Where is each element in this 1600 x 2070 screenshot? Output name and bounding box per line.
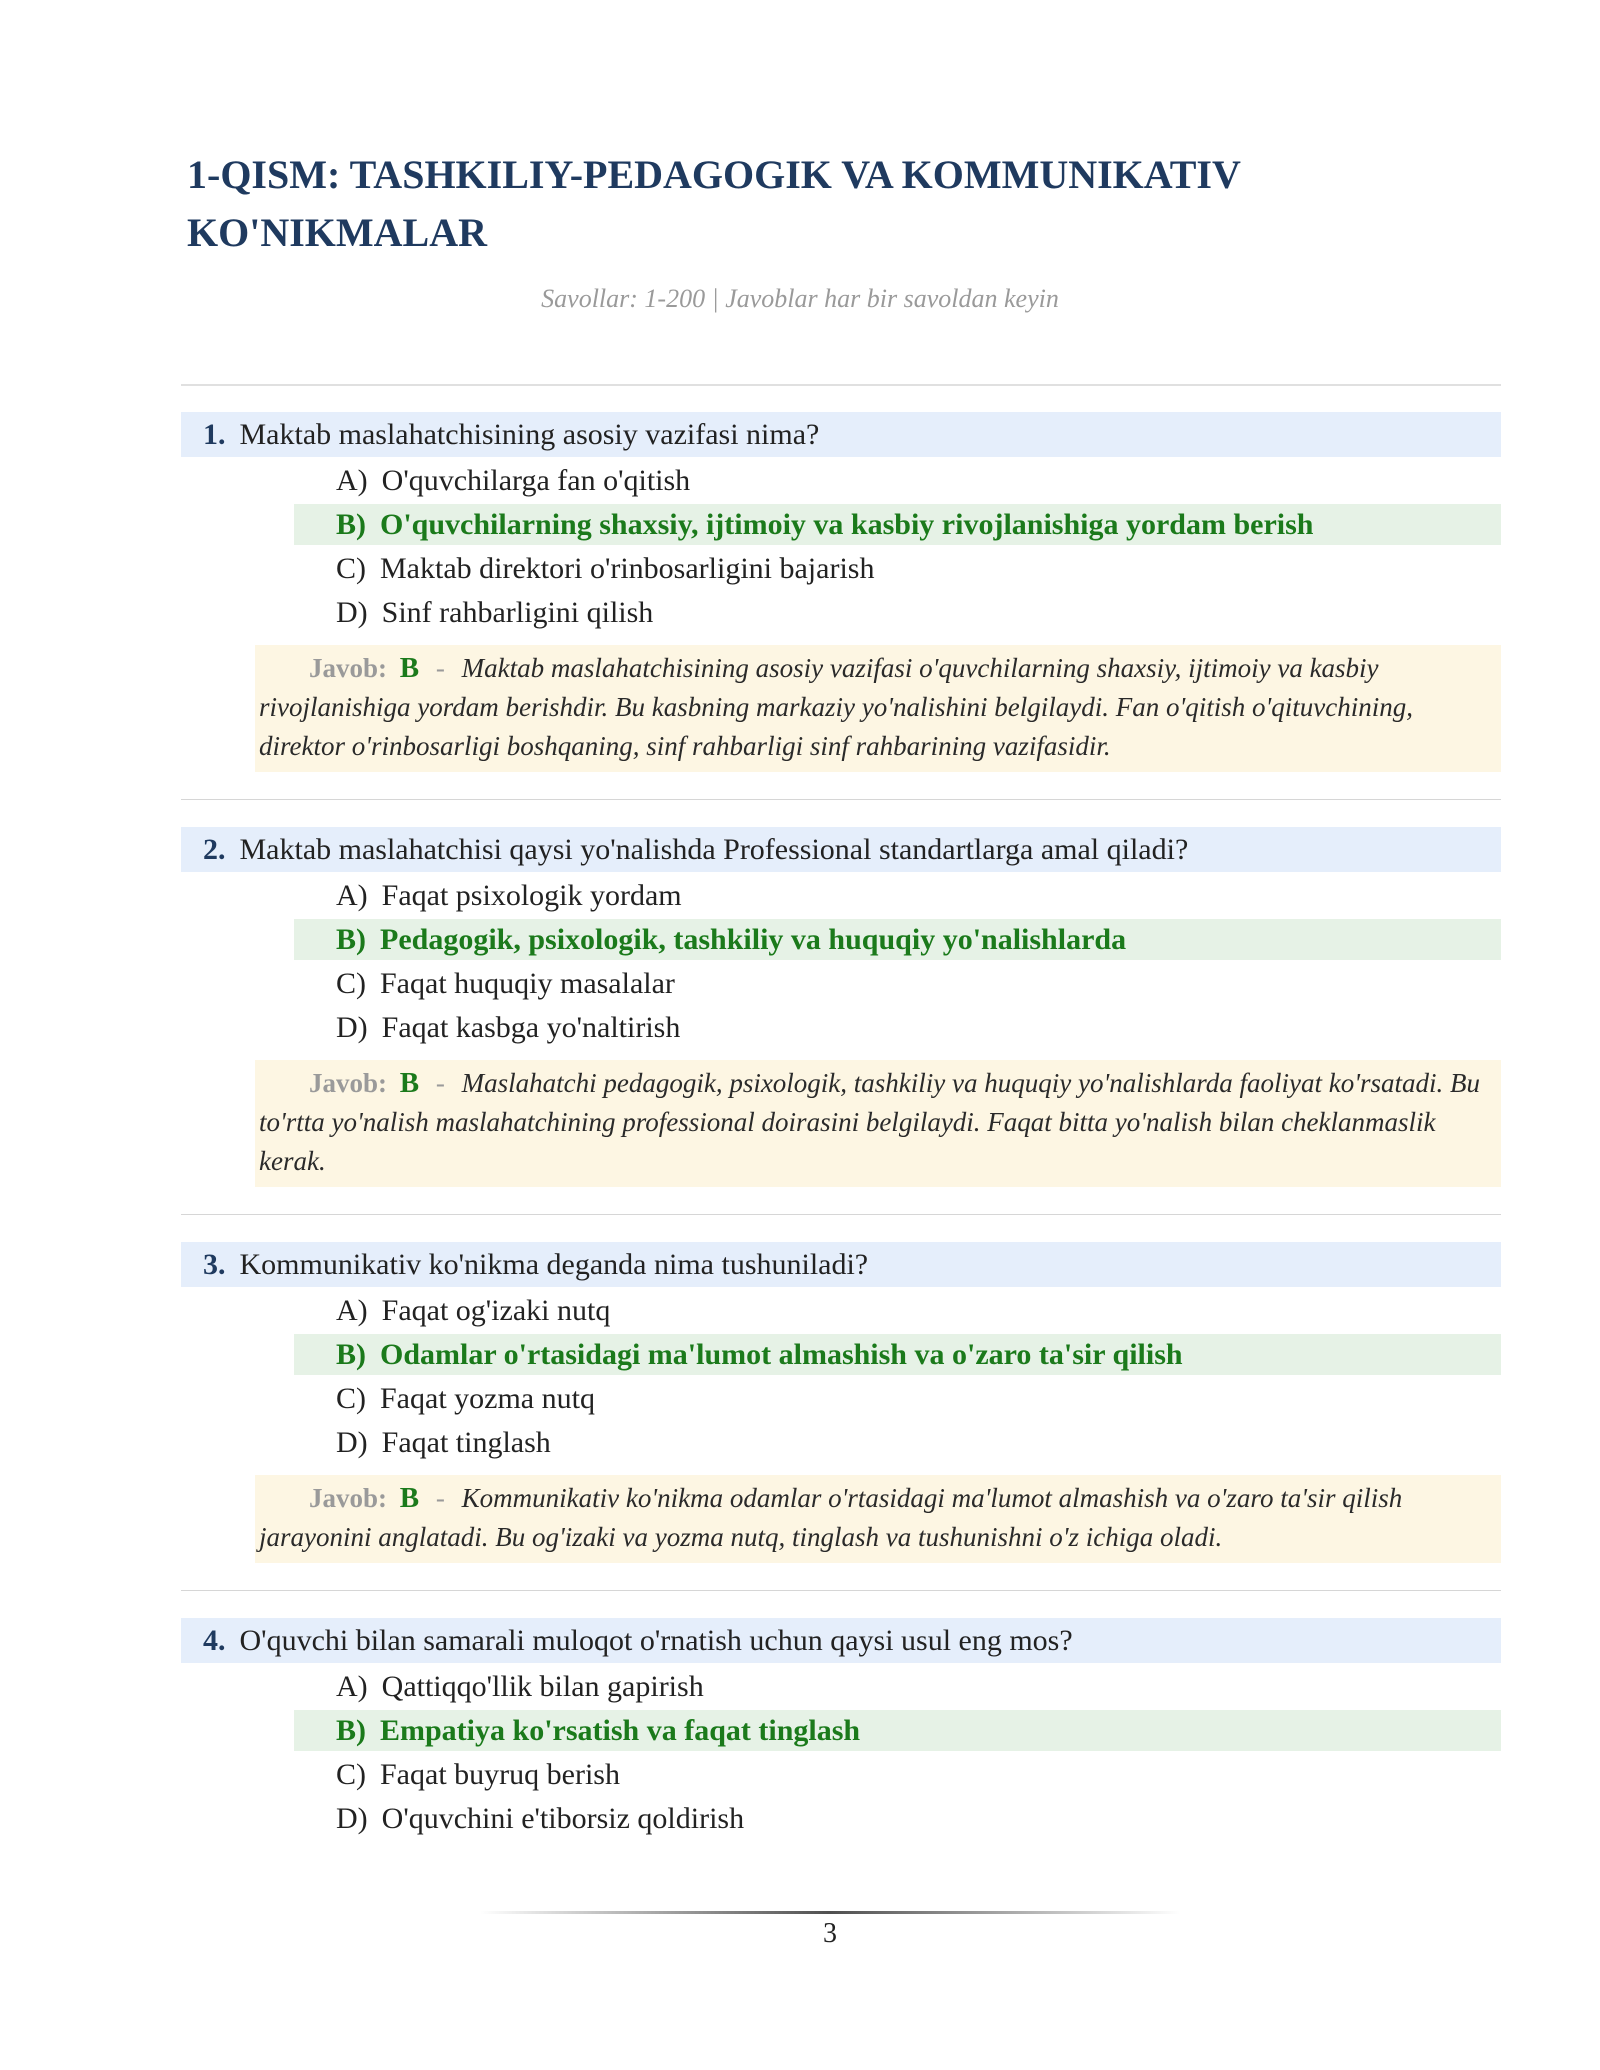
option-d xyxy=(294,592,1501,633)
option-c xyxy=(294,963,1501,1004)
option-letter: D) xyxy=(336,1801,368,1835)
option-text: O'quvchini e'tiborsiz qoldirish xyxy=(381,1801,745,1835)
option-a xyxy=(294,1666,1501,1707)
option-d xyxy=(294,1007,1501,1048)
footer-rule xyxy=(480,1911,1180,1914)
option-text: Sinf rahbarligini qilish xyxy=(381,595,654,629)
question-1 xyxy=(181,412,1501,772)
option-letter: A) xyxy=(336,463,368,497)
option-a xyxy=(294,460,1501,501)
explanation-text: Maslahatchi pedagogik, psixologik, tashkiliy va huquqiy yo'nalishlarda faoliyat ko'rsatadi. Bu to'rtta yo'nalish maslahatchining professional doirasini belgilaydi. Faqat bitta yo'nalish bilan cheklanmaslik kerak. xyxy=(259,1068,1481,1176)
question-text: Maktab maslahatchisining asosiy vazifasi nima? xyxy=(239,417,820,451)
option-text: Qattiqqo'llik bilan gapirish xyxy=(381,1669,704,1703)
option-b-correct xyxy=(294,1710,1501,1751)
option-letter: A) xyxy=(336,878,368,912)
option-letter: A) xyxy=(336,1669,368,1703)
answer-label: Javob: xyxy=(309,1068,388,1098)
explanation-text: Kommunikativ ko'nikma odamlar o'rtasidagi ma'lumot almashish va o'zaro ta'sir qilish jarayonini anglatadi. Bu og'izaki va yozma nutq, tinglash va tushunishni o'z ichiga oladi. xyxy=(259,1483,1403,1552)
question-header xyxy=(181,1242,1501,1287)
option-text: Maktab direktori o'rinbosarligini bajarish xyxy=(380,551,875,585)
answer-explanation xyxy=(255,1060,1501,1187)
option-letter: B) xyxy=(336,1713,366,1747)
option-letter: C) xyxy=(336,1757,366,1791)
question-2 xyxy=(181,827,1501,1187)
answer-explanation xyxy=(255,1475,1501,1563)
option-d xyxy=(294,1422,1501,1463)
section-subtitle: Savollar: 1-200 | Javoblar har bir savoldan keyin xyxy=(541,284,1059,313)
question-divider xyxy=(181,1214,1501,1215)
question-number: 3. xyxy=(203,1247,226,1281)
answer-dash: - xyxy=(435,1483,445,1513)
answer-explanation xyxy=(255,645,1501,772)
option-letter: A) xyxy=(336,1293,368,1327)
question-header xyxy=(181,1618,1501,1663)
option-text: Faqat buyruq berish xyxy=(380,1757,620,1791)
question-header xyxy=(181,827,1501,872)
option-text: Pedagogik, psixologik, tashkiliy va huquqiy yo'nalishlarda xyxy=(380,922,1127,956)
option-text: Faqat huquqiy masalalar xyxy=(380,966,675,1000)
option-letter: B) xyxy=(336,1337,366,1371)
option-letter: D) xyxy=(336,1010,368,1044)
answer-letter: B xyxy=(399,1067,420,1099)
section-divider xyxy=(181,384,1501,386)
question-header xyxy=(181,412,1501,457)
question-number: 2. xyxy=(203,832,226,866)
explanation-text: Maktab maslahatchisining asosiy vazifasi o'quvchilarning shaxsiy, ijtimoiy va kasbiy rivojlanishiga yordam berishdir. Bu kasbning markaziy yo'nalishini belgilaydi. Fan o'qitish o'qituvchining, direktor o'rinbosarligi boshqaning, sinf rahbarligi sinf rahbarining vazifasidir. xyxy=(259,653,1413,761)
option-b-correct xyxy=(294,1334,1501,1375)
option-a xyxy=(294,875,1501,916)
option-letter: D) xyxy=(336,1425,368,1459)
answer-dash: - xyxy=(435,653,445,683)
question-number: 4. xyxy=(203,1623,226,1657)
option-c xyxy=(294,1378,1501,1419)
question-text: O'quvchi bilan samarali muloqot o'rnatish uchun qaysi usul eng mos? xyxy=(239,1623,1073,1657)
option-letter: C) xyxy=(336,551,366,585)
option-letter: C) xyxy=(336,966,366,1000)
answer-label: Javob: xyxy=(309,1483,388,1513)
option-b-correct xyxy=(294,504,1501,545)
option-letter: B) xyxy=(336,922,366,956)
answer-dash: - xyxy=(435,1068,445,1098)
option-text: Empatiya ko'rsatish va faqat tinglash xyxy=(380,1713,861,1747)
question-text: Kommunikativ ko'nikma deganda nima tushuniladi? xyxy=(239,1247,869,1281)
answer-letter: B xyxy=(399,652,420,684)
option-text: Faqat psixologik yordam xyxy=(381,878,682,912)
option-letter: C) xyxy=(336,1381,366,1415)
page-number: 3 xyxy=(823,1918,837,1949)
option-d xyxy=(294,1798,1501,1839)
option-text: O'quvchilarga fan o'qitish xyxy=(381,463,691,497)
option-text: Faqat tinglash xyxy=(381,1425,551,1459)
option-text: O'quvchilarning shaxsiy, ijtimoiy va kasbiy rivojlanishiga yordam berish xyxy=(380,507,1314,541)
option-letter: D) xyxy=(336,595,368,629)
option-c xyxy=(294,1754,1501,1795)
section-title: 1-QISM: TASHKILIY-PEDAGOGIK VA KOMMUNIKATIV KO'NIKMALAR xyxy=(187,152,1241,255)
answer-label: Javob: xyxy=(309,653,388,683)
option-b-correct xyxy=(294,919,1501,960)
question-number: 1. xyxy=(203,417,226,451)
option-text: Faqat og'izaki nutq xyxy=(381,1293,611,1327)
option-a xyxy=(294,1290,1501,1331)
question-text: Maktab maslahatchisi qaysi yo'nalishda Professional standartlarga amal qiladi? xyxy=(239,832,1189,866)
option-text: Faqat yozma nutq xyxy=(380,1381,595,1415)
option-text: Faqat kasbga yo'naltirish xyxy=(381,1010,681,1044)
option-text: Odamlar o'rtasidagi ma'lumot almashish va o'zaro ta'sir qilish xyxy=(380,1337,1183,1371)
option-letter: B) xyxy=(336,507,366,541)
question-4 xyxy=(181,1618,1501,1839)
answer-letter: B xyxy=(399,1482,420,1514)
question-divider xyxy=(181,799,1501,800)
option-c xyxy=(294,548,1501,589)
question-3 xyxy=(181,1242,1501,1563)
question-divider xyxy=(181,1590,1501,1591)
